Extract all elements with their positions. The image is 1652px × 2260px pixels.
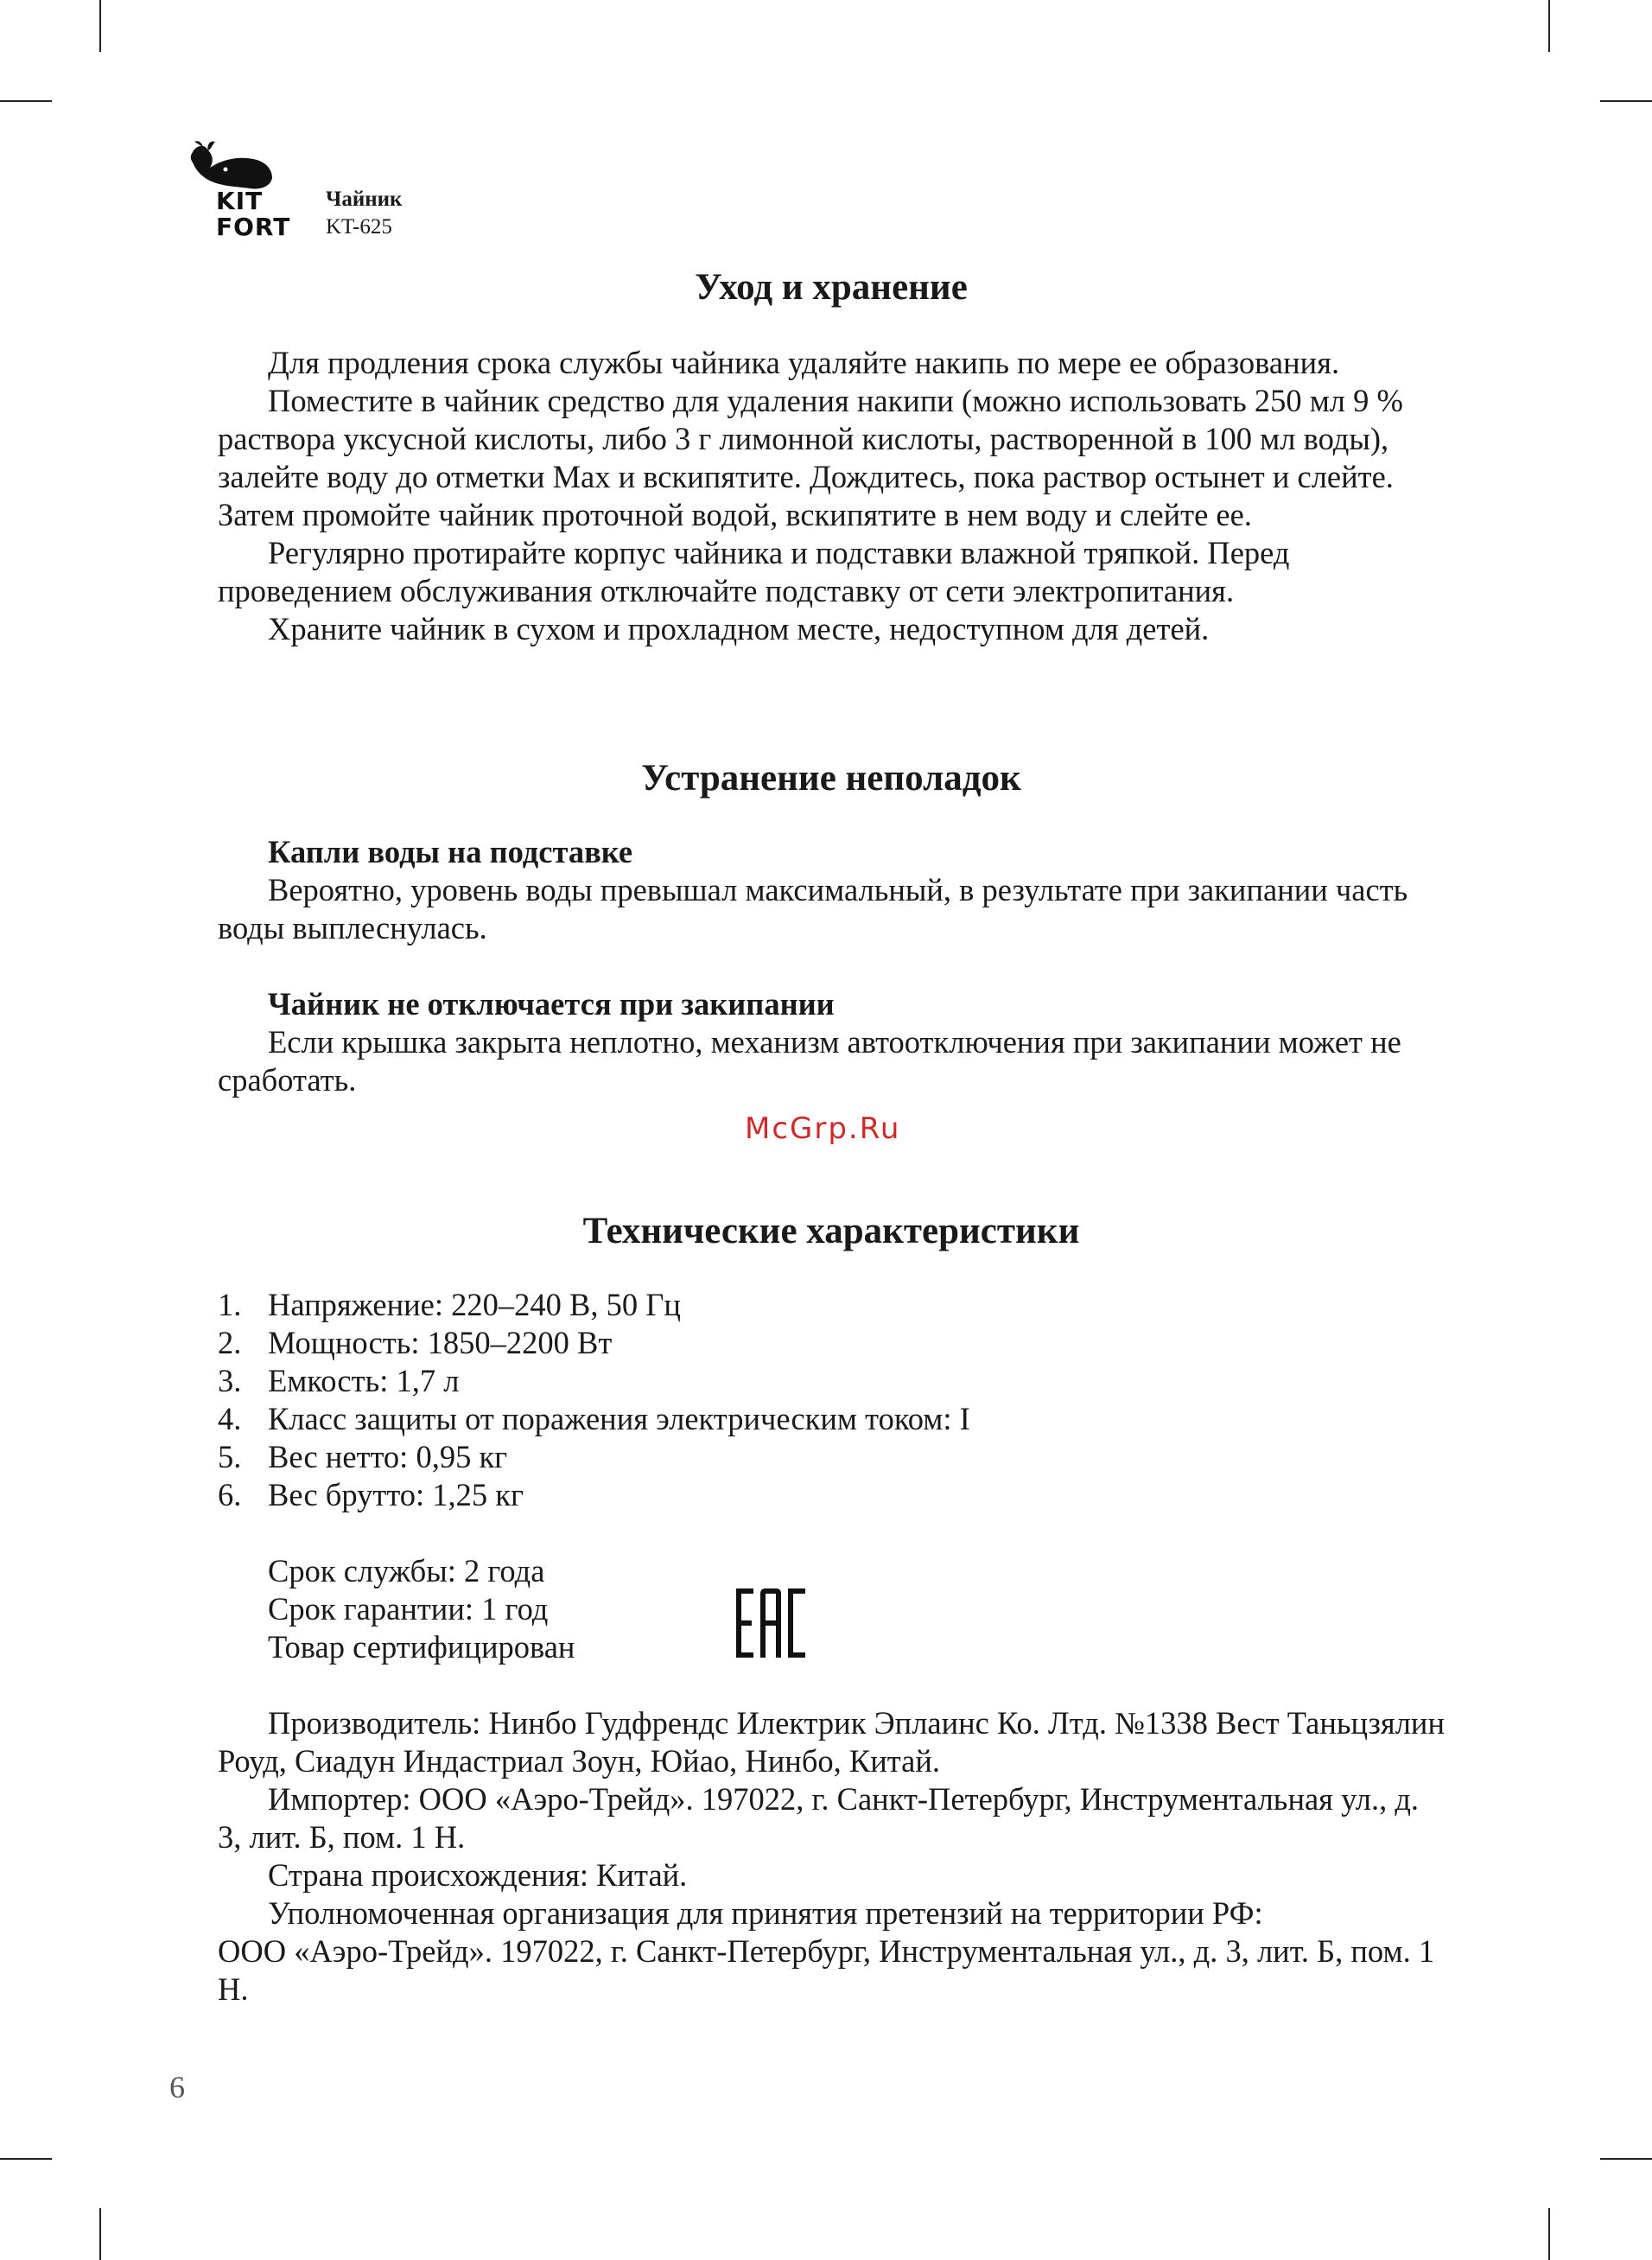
eac-mark-icon [736, 1588, 805, 1658]
spec-text: Вес брутто: 1,25 кг [268, 1477, 524, 1512]
troubleshooting-section [218, 833, 1445, 1099]
spec-number: 4. [218, 1401, 242, 1436]
issue-text: Вероятно, уровень воды превышал максимальный, в результате при закипании часть воды выплеснулась. [218, 872, 1408, 945]
issue-title: Капли воды на подставке [268, 834, 633, 869]
care-paragraph: Регулярно протирайте корпус чайника и подставки влажной тряпкой. Перед проведением обслуживания отключайте подставку от сети электропитания. [218, 535, 1290, 608]
specs-heading: Технические характеристики [582, 1211, 1080, 1251]
product-title: Чайник [326, 188, 403, 211]
certified-note: Товар сертифицирован [268, 1629, 575, 1665]
crop-mark [1548, 0, 1550, 52]
crop-mark [99, 2208, 101, 2260]
issue-title: Чайник не отключается при закипании [268, 986, 835, 1022]
service-life: Срок службы: 2 года [268, 1553, 545, 1588]
manufacturer-info: Производитель: Нинбо Гудфрендс Илектрик Эплаинс Ко. Лтд. №1338 Вест Таньцзялин Роуд, Сиадун Индастриал Зоун, Юйао, Нинбо, Китай. [218, 1705, 1445, 1779]
care-paragraph: Поместите в чайник средство для удаления накипи (можно использовать 250 мл 9 % раствора уксусной кислоты, либо 3 г лимонной кислоты, растворенной в 100 мл воды), залейте воду до отметки Max и вскипятите. Дождитесь, пока раствор остынет и слейте. Затем промойте чайник проточной водой, вскипятите в нем воду и слейте ее. [218, 383, 1403, 532]
country-of-origin: Страна происхождения: Китай. [268, 1857, 688, 1893]
watermark-text: McGrp.Ru [745, 1111, 901, 1146]
specs-list [218, 1286, 1445, 1514]
authorized-org-intro: Уполномоченная организация для принятия претензий на территории РФ: [268, 1895, 1263, 1931]
product-model: KT-625 [326, 215, 392, 239]
product-header [326, 186, 402, 241]
troubleshooting-heading: Устранение неполадок [641, 758, 1021, 799]
spec-text: Класс защиты от поражения электрическим током: I [268, 1401, 970, 1436]
spec-number: 5. [218, 1439, 242, 1474]
page-number: 6 [169, 2070, 185, 2104]
authorized-org-text: ООО «Аэро-Трейд». 197022, г. Санкт-Петербург, Инструментальная ул., д. 3, лит. Б, пом. 1 Н. [218, 1933, 1435, 2007]
spec-item [218, 1476, 1445, 1514]
brand-line-2: FORT [216, 213, 291, 241]
manufacturer-section [218, 1704, 1445, 2009]
care-paragraph: Для продления срока службы чайника удаляйте накипь по мере ее образования. [268, 345, 1340, 380]
crop-mark [1548, 2208, 1550, 2260]
spec-item [218, 1324, 1445, 1362]
spec-item [218, 1286, 1445, 1324]
crop-mark [99, 0, 101, 52]
crop-mark [0, 2158, 52, 2160]
spec-number: 6. [218, 1477, 242, 1512]
crop-mark [0, 100, 52, 102]
brand-line-1: KIT [216, 187, 264, 215]
spec-text: Емкость: 1,7 л [268, 1363, 460, 1398]
spec-number: 2. [218, 1325, 242, 1360]
warranty-period: Срок гарантии: 1 год [268, 1591, 549, 1627]
crop-mark [1600, 2158, 1652, 2160]
care-section [218, 344, 1445, 648]
spec-text: Мощность: 1850–2200 Вт [268, 1325, 613, 1360]
spec-text: Напряжение: 220–240 В, 50 Гц [268, 1287, 681, 1322]
brand-logotype [216, 188, 290, 240]
certification-block [218, 1552, 1445, 1666]
spec-number: 3. [218, 1363, 242, 1398]
spec-item [218, 1362, 1445, 1400]
importer-info: Импортер: ООО «Аэро-Трейд». 197022, г. Санкт-Петербург, Инструментальная ул., д. 3, лит. Б, пом. 1 Н. [218, 1781, 1420, 1855]
spec-text: Вес нетто: 0,95 кг [268, 1439, 508, 1474]
spec-item [218, 1438, 1445, 1476]
crop-mark [1600, 100, 1652, 102]
issue-text: Если крышка закрыта неплотно, механизм автоотключения при закипании может не сработать. [218, 1024, 1401, 1098]
spec-item [218, 1400, 1445, 1438]
page-content [218, 259, 1445, 2009]
care-paragraph: Храните чайник в сухом и прохладном месте, недоступном для детей. [268, 611, 1210, 646]
care-heading: Уход и хранение [695, 267, 968, 308]
spec-number: 1. [218, 1287, 242, 1322]
